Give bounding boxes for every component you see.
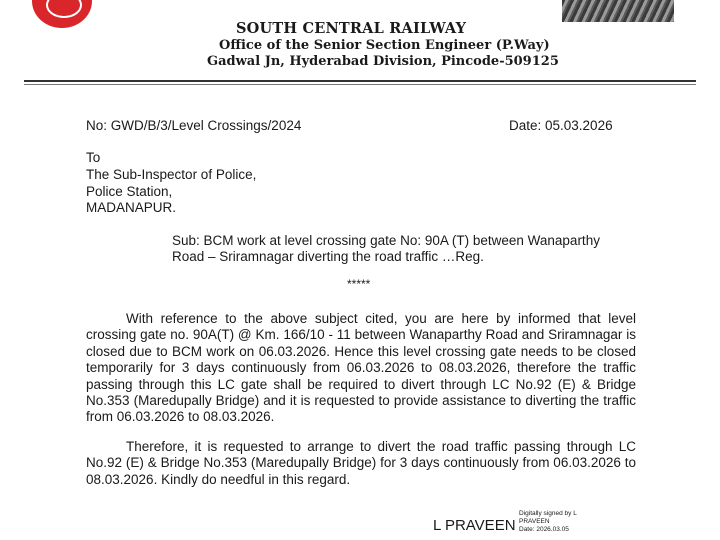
- header-photo: [562, 0, 674, 22]
- letterhead-address: Gadwal Jn, Hyderabad Division, Pincode-509125: [207, 54, 559, 69]
- recipient-line: MADANAPUR.: [86, 200, 177, 215]
- header-divider: [24, 80, 696, 82]
- subject-line: Sub: BCM work at level crossing gate No: 90A (T) between Wanaparthy: [172, 233, 600, 248]
- stamp-line: Date: 2026.03.05: [519, 526, 569, 533]
- recipient-line: To: [86, 150, 101, 165]
- stamp-line: Digitally signed by L: [519, 510, 577, 517]
- railway-logo-icon: [32, 0, 92, 28]
- stamp-line: PRAVEEN: [519, 518, 550, 525]
- digital-signature-stamp: [519, 510, 577, 534]
- body-paragraph: Therefore, it is requested to arrange to divert the road traffic passing through LC No.92 (E) & Bridge No.353 (Maredupally Bridge) for 3 days continuously from 06.03.2026 to 08.03.2026. Kindly do needful in this regard.: [86, 439, 636, 487]
- body-paragraph: With reference to the above subject cited, you are here by informed that level crossing gate no. 90A(T) @ Km. 166/10 - 11 between Wanaparthy Road and Sriramnagar is closed due to BCM work on 06.03.2026. Hence this level crossing gate needs to be closed temporarily for 3 days continuously from 06.03.2026 to 08.03.2026, therefore the traffic passing through this LC gate shall be required to divert through LC No.92 (E) & Bridge No.353 (Maredupally Bridge) and it is requested to provide assistance to diverting the traffic from 06.03.2026 to 08.03.2026.: [86, 311, 636, 425]
- reference-number: No: GWD/B/3/Level Crossings/2024: [86, 118, 302, 133]
- recipient-line: The Sub-Inspector of Police,: [86, 167, 257, 182]
- letter-date: Date: 05.03.2026: [509, 118, 613, 133]
- letterhead-org: SOUTH CENTRAL RAILWAY: [236, 20, 467, 37]
- subject-line: Road – Sriramnagar diverting the road traffic …Reg.: [172, 249, 484, 264]
- signatory-name: L PRAVEEN: [433, 517, 516, 534]
- header-divider-thin: [24, 84, 696, 85]
- letterhead-office: Office of the Senior Section Engineer (P.Way): [219, 38, 550, 53]
- recipient-line: Police Station,: [86, 184, 173, 199]
- separator: *****: [347, 277, 371, 291]
